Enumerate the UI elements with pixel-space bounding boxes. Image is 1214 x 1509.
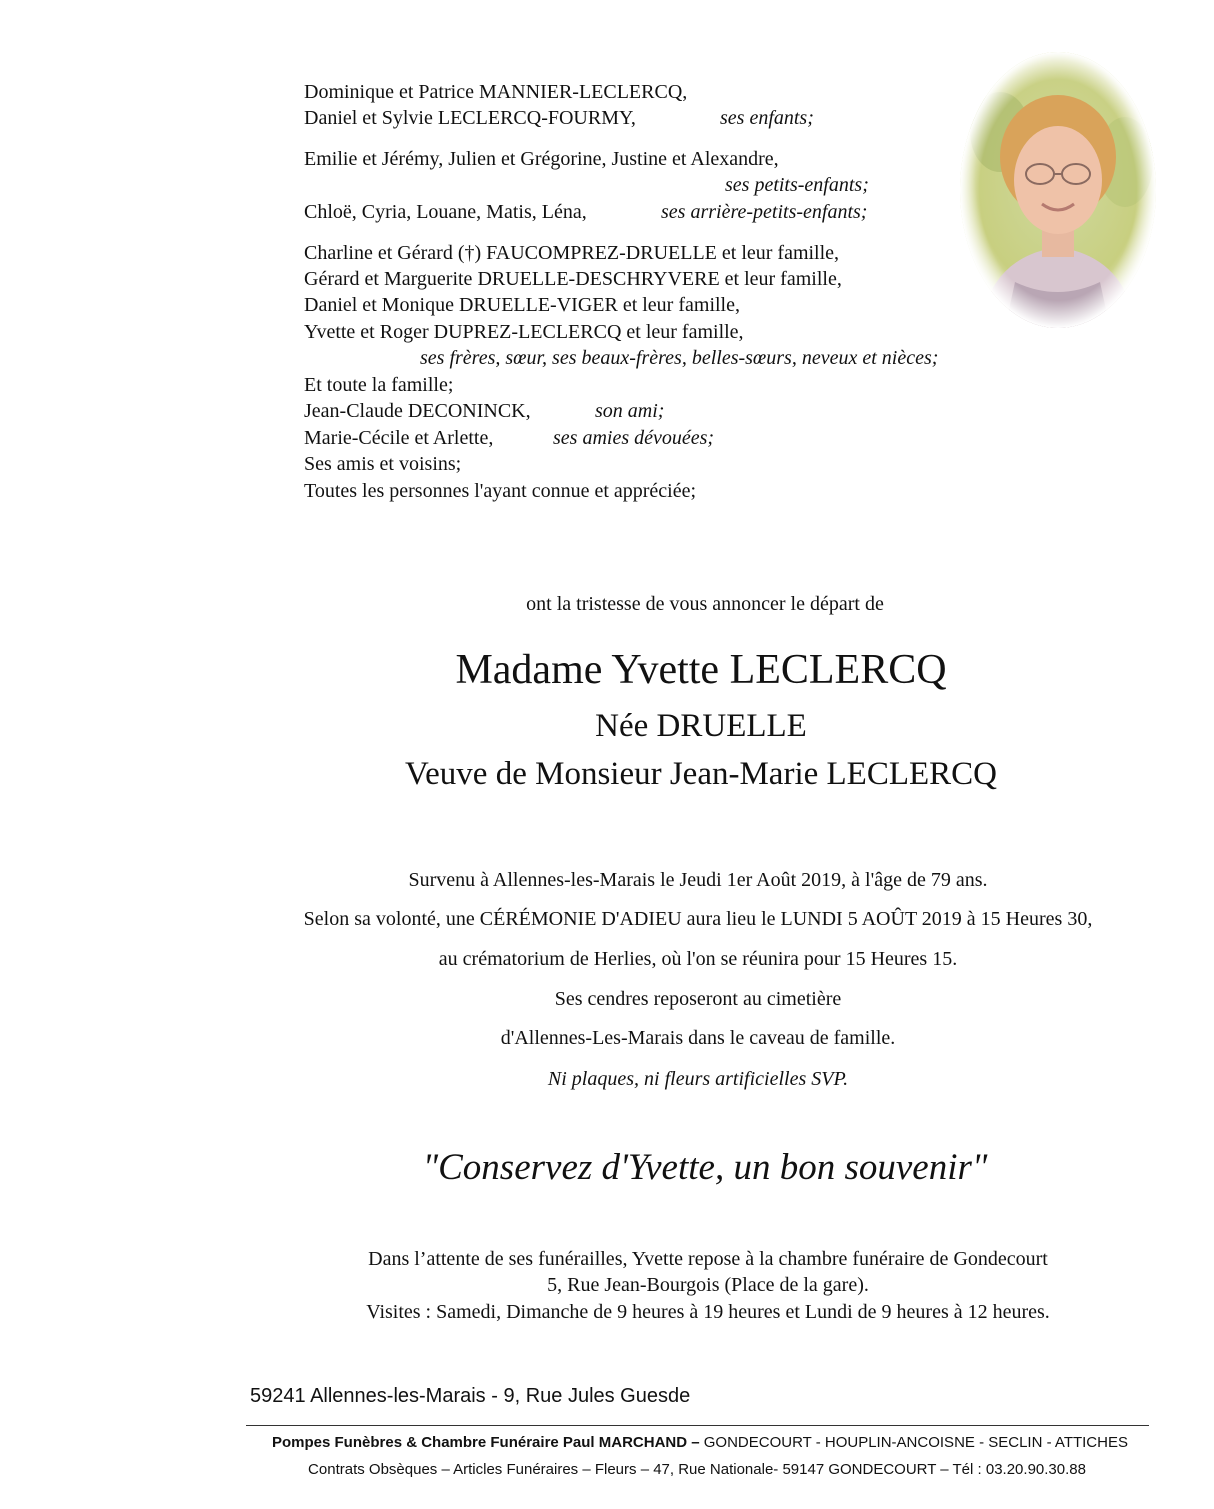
- family-line-6: Charline et Gérard (†) FAUCOMPREZ-DRUELLE et leur famille,: [304, 242, 840, 264]
- visits-3: Visites : Samedi, Dimanche de 9 heures à 19 heures et Lundi de 9 heures à 12 heures.: [366, 1301, 1050, 1323]
- family-line-2: Daniel et Sylvie LECLERCQ-FOURMY,: [304, 107, 636, 129]
- role-siblings: ses frères, sœur, ses beaux-frères, belles-sœurs, neveux et nièces;: [420, 347, 939, 369]
- family-line-12: Jean-Claude DECONINCK,: [304, 400, 531, 422]
- detail-3: au crématorium de Herlies, où l'on se réunira pour 15 Heures 15.: [438, 948, 958, 970]
- role-grandchildren: ses petits-enfants;: [725, 174, 869, 196]
- family-line-7: Gérard et Marguerite DRUELLE-DESCHRYVERE et leur famille,: [304, 268, 842, 290]
- family-line-8: Daniel et Monique DRUELLE-VIGER et leur famille,: [304, 294, 740, 316]
- footer-towns: GONDECOURT - HOUPLIN-ANCOISNE - SECLIN - ATTICHES: [699, 1434, 1128, 1451]
- deceased-born: Née DRUELLE: [595, 708, 807, 744]
- address: 59241 Allennes-les-Marais - 9, Rue Jules Guesde: [250, 1385, 691, 1407]
- deceased-name: Madame Yvette LECLERCQ: [455, 647, 947, 693]
- family-line-14: Ses amis et voisins;: [304, 453, 462, 475]
- footer-company: Pompes Funèbres & Chambre Funéraire Paul MARCHAND –: [272, 1434, 700, 1451]
- footer-divider: [246, 1425, 1149, 1426]
- portrait-photo: [960, 52, 1156, 328]
- role-friend: son ami;: [595, 400, 665, 422]
- footer-line-2: Contrats Obsèques – Articles Funéraires – Fleurs – 47, Rue Nationale- 59147 GONDECOURT – Tél : 03.20.90.30.88: [308, 1461, 1086, 1478]
- family-line-13: Marie-Cécile et Arlette,: [304, 427, 494, 449]
- role-children: ses enfants;: [720, 107, 814, 129]
- deceased-widow: Veuve de Monsieur Jean-Marie LECLERCQ: [404, 756, 998, 792]
- family-line-1: Dominique et Patrice MANNIER-LECLERCQ,: [304, 81, 688, 103]
- family-line-5: Chloë, Cyria, Louane, Matis, Léna,: [304, 201, 587, 223]
- footer-line-1: [0, 1434, 1214, 1451]
- family-line-15: Toutes les personnes l'ayant connue et appréciée;: [304, 480, 697, 502]
- family-line-9: Yvette et Roger DUPREZ-LECLERCQ et leur famille,: [304, 321, 744, 343]
- detail-4: Ses cendres reposeront au cimetière: [554, 988, 842, 1010]
- detail-6: Ni plaques, ni fleurs artificielles SVP.: [547, 1068, 849, 1090]
- detail-5: d'Allennes-Les-Marais dans le caveau de famille.: [500, 1027, 896, 1049]
- role-great-grandchildren: ses arrière-petits-enfants;: [661, 201, 868, 223]
- family-line-11: Et toute la famille;: [304, 374, 454, 396]
- visits-2: 5, Rue Jean-Bourgois (Place de la gare).: [547, 1274, 869, 1296]
- detail-1: Survenu à Allennes-les-Marais le Jeudi 1er Août 2019, à l'âge de 79 ans.: [408, 869, 988, 891]
- visits-1: Dans l’attente de ses funérailles, Yvette repose à la chambre funéraire de Gondecourt: [368, 1248, 1048, 1270]
- detail-2: Selon sa volonté, une CÉRÉMONIE D'ADIEU aura lieu le LUNDI 5 AOÛT 2019 à 15 Heures 30,: [303, 908, 1093, 930]
- role-friends-devoted: ses amies dévouées;: [553, 427, 715, 449]
- announce-text: ont la tristesse de vous annoncer le départ de: [526, 593, 884, 615]
- family-line-3: Emilie et Jérémy, Julien et Grégorine, Justine et Alexandre,: [304, 148, 779, 170]
- quote: "Conservez d'Yvette, un bon souvenir": [422, 1147, 988, 1188]
